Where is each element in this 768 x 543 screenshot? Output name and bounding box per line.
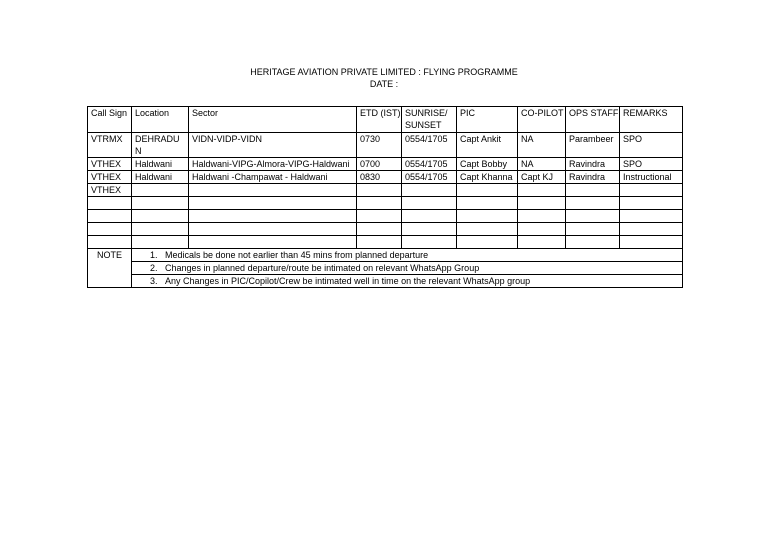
cell-ops-staff: [566, 184, 620, 197]
cell-sunrise-sunset: [402, 184, 457, 197]
cell-ops-staff: Ravindra: [566, 158, 620, 171]
cell-remarks: Instructional: [620, 171, 683, 184]
cell-location: Haldwani: [132, 171, 189, 184]
cell-pic: Capt Khanna: [457, 171, 518, 184]
cell-sector: [189, 184, 357, 197]
cell-call-sign: VTHEX: [88, 158, 132, 171]
note-row: [88, 262, 683, 275]
cell-co-pilot: [518, 184, 566, 197]
cell-location: DEHRADUN: [132, 133, 189, 158]
header-sector: Sector: [189, 107, 357, 133]
cell-call-sign: VTRMX: [88, 133, 132, 158]
header-remarks: REMARKS: [620, 107, 683, 133]
empty-row: [88, 210, 683, 223]
empty-row: [88, 236, 683, 249]
table-row: [88, 158, 683, 171]
cell-pic: Capt Ankit: [457, 133, 518, 158]
header-co-pilot: CO-PILOT: [518, 107, 566, 133]
cell-sunrise-sunset: 0554/1705: [402, 158, 457, 171]
cell-co-pilot: Capt KJ: [518, 171, 566, 184]
table-row: [88, 184, 683, 197]
cell-sector: Haldwani-VIPG-Almora-VIPG-Haldwani: [189, 158, 357, 171]
note-number: 3.: [150, 276, 158, 286]
note-number: 1.: [150, 250, 158, 260]
note-label: NOTE: [88, 249, 132, 288]
cell-sunrise-sunset: 0554/1705: [402, 133, 457, 158]
header-row: [88, 107, 683, 133]
cell-sector: Haldwani -Champawat - Haldwani: [189, 171, 357, 184]
cell-co-pilot: NA: [518, 133, 566, 158]
header-ops-staff: OPS STAFF: [566, 107, 620, 133]
note-text: Any Changes in PIC/Copilot/Crew be intimated well in time on the relevant WhatsApp group: [165, 276, 531, 286]
cell-call-sign: VTHEX: [88, 184, 132, 197]
cell-ops-staff: Parambeer: [566, 133, 620, 158]
cell-etd: 0700: [357, 158, 402, 171]
cell-ops-staff: Ravindra: [566, 171, 620, 184]
note-item: [132, 249, 683, 262]
cell-etd: 0730: [357, 133, 402, 158]
note-item: [132, 275, 683, 288]
date-label: DATE :: [369, 79, 399, 89]
header-sunrise-sunset: SUNRISE/ SUNSET: [402, 107, 457, 133]
table-row: [88, 133, 683, 158]
cell-remarks: [620, 184, 683, 197]
cell-location: [132, 184, 189, 197]
cell-remarks: SPO: [620, 133, 683, 158]
cell-pic: [457, 184, 518, 197]
empty-row: [88, 223, 683, 236]
cell-call-sign: VTHEX: [88, 171, 132, 184]
cell-pic: Capt Bobby: [457, 158, 518, 171]
note-text: Medicals be done not earlier than 45 mins from planned departure: [165, 250, 429, 260]
note-row: [88, 275, 683, 288]
cell-location: Haldwani: [132, 158, 189, 171]
note-number: 2.: [150, 263, 158, 273]
cell-sunrise-sunset: 0554/1705: [402, 171, 457, 184]
flying-programme-table: [87, 106, 683, 288]
table-row: [88, 171, 683, 184]
header-call-sign: Call Sign: [88, 107, 132, 133]
note-row: [88, 249, 683, 262]
header-etd: ETD (IST): [357, 107, 402, 133]
cell-etd: [357, 184, 402, 197]
empty-row: [88, 197, 683, 210]
header-pic: PIC: [457, 107, 518, 133]
cell-etd: 0830: [357, 171, 402, 184]
cell-sector: VIDN-VIDP-VIDN: [189, 133, 357, 158]
note-text: Changes in planned departure/route be intimated on relevant WhatsApp Group: [165, 263, 480, 273]
note-item: [132, 262, 683, 275]
cell-remarks: SPO: [620, 158, 683, 171]
header-location: Location: [132, 107, 189, 133]
document-title: HERITAGE AVIATION PRIVATE LIMITED : FLYING PROGRAMME: [250, 67, 518, 77]
cell-co-pilot: NA: [518, 158, 566, 171]
